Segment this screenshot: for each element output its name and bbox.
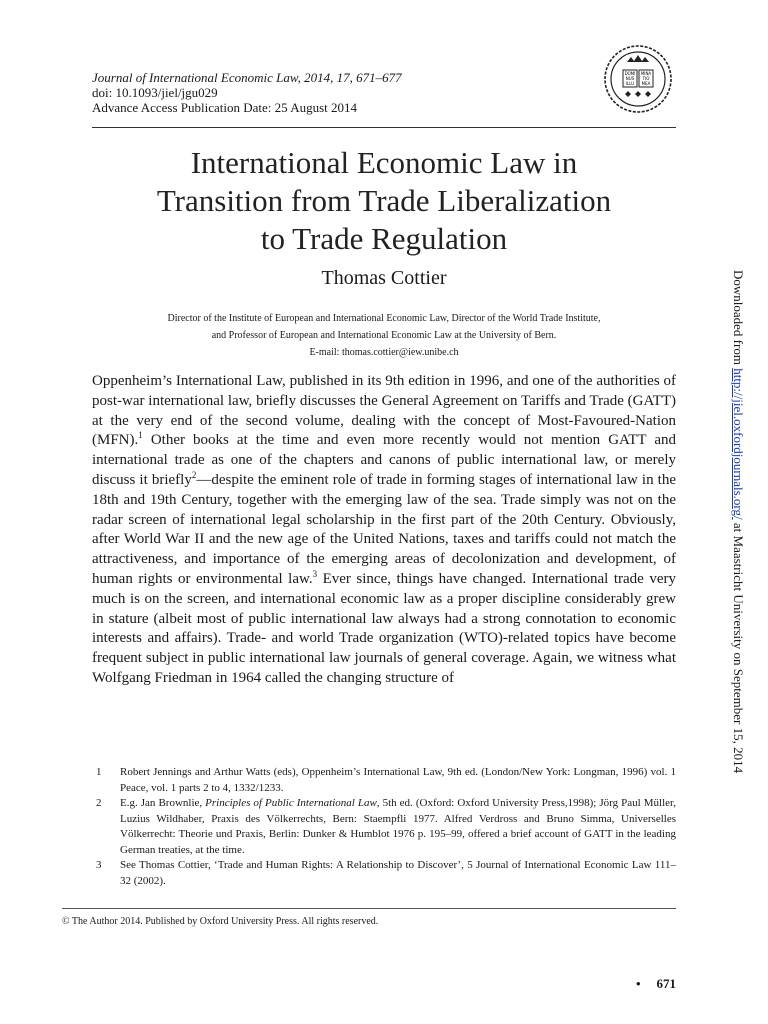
footnote-text: See Thomas Cottier, ‘Trade and Human Rights: A Relationship to Discover’, 5 Journal of International Economic Law 111–32 (2002). bbox=[120, 859, 676, 887]
seal-text-4: MINA bbox=[640, 71, 652, 76]
doi: doi: 10.1093/jiel/jgu029 bbox=[92, 85, 218, 100]
download-prefix: Downloaded from bbox=[731, 270, 746, 369]
copyright-divider bbox=[62, 908, 676, 909]
footnote-book-title: Principles of Public International Law bbox=[205, 797, 377, 809]
journal-citation: Journal of International Economic Law, 2014, 17, 671–677 bbox=[92, 70, 402, 85]
page-number bbox=[616, 976, 676, 992]
footnotes bbox=[92, 765, 676, 889]
body-text-part-3: —despite the eminent role of trade in forming stages of international law in the 18th and 19th Century, together with the emerging law of the sea. Trade simply was not on the radar screen of international legal scholarship in the first part of the 20th Century. Obviously, after World War II and the new age of the United Nations, taxes and tariffs could not match the attractiveness, and importance of the emerging areas of decolonization and development, of human rights or environmental law. bbox=[92, 471, 677, 587]
affiliation-line-1: Director of the Institute of European and International Economic Law, Director of the World Trade Institute, bbox=[167, 313, 601, 324]
footnote-text-post: , 5th ed. (Oxford: Oxford University Press,1998); Jörg Paul Müller, Luzius Wildhaber, Praxis des Völkerrechts, Bern: Staempfli 1977. Alfred Verdross and Bruno Simma, Universelles Völkerrecht: Theorie und Praxis, Berlin: Dunker & Humblot 1976 p. 195–99, offered a brief account of GATT in the leading German treaties, at the time. bbox=[120, 797, 676, 856]
body-paragraph bbox=[92, 372, 676, 689]
seal-text-1: DOMI bbox=[624, 71, 636, 76]
page-number-value: 671 bbox=[656, 976, 676, 991]
download-watermark-text bbox=[730, 270, 746, 774]
footnote bbox=[92, 858, 676, 889]
body-text-part-2: Other books at the time and even more recently would not mention GATT and international trade as one of the chapters and canons of public international law, or merely discuss it briefly bbox=[92, 432, 676, 488]
footnote-ref-1[interactable]: 1 bbox=[138, 430, 143, 441]
journal-header bbox=[92, 70, 512, 115]
affiliation-line-2: and Professor of European and International Economic Law at the University of Bern. bbox=[211, 330, 557, 341]
footnote-number: 2 bbox=[96, 797, 102, 809]
bullet-icon: • bbox=[635, 976, 641, 991]
article-title bbox=[92, 144, 676, 258]
seal-text-2: NUS bbox=[625, 76, 635, 81]
author-name: Thomas Cottier bbox=[321, 267, 447, 289]
footnote bbox=[92, 796, 676, 858]
title-line-2: Transition from Trade Liberalization bbox=[156, 183, 612, 218]
footnote-ref-3[interactable]: 3 bbox=[312, 568, 318, 579]
seal-text-3: ILLU bbox=[625, 81, 635, 86]
footnote-ref-2[interactable]: 2 bbox=[191, 469, 197, 480]
journal-link[interactable]: http://jiel.oxfordjournals.org/ bbox=[731, 368, 746, 520]
body-text-part-1: Oppenheim’s International Law, published in its 9th edition in 1996, and one of the authorities of post-war international law, briefly discusses the General Agreement on Tariffs and Trade (GATT) at the very end of the second volume, dealing with the concept of Most-Favoured-Nation (MFN). bbox=[92, 373, 676, 449]
footnote-text-pre: E.g. Jan Brownlie, bbox=[120, 797, 206, 809]
publication-date: Advance Access Publication Date: 25 August 2014 bbox=[92, 100, 358, 115]
header-divider bbox=[92, 127, 676, 128]
footnote-text bbox=[120, 796, 676, 858]
footnote-number: 3 bbox=[96, 859, 102, 871]
seal-text-5: TIO bbox=[642, 76, 650, 81]
seal-text-6: MEA bbox=[641, 81, 651, 86]
author-email: E-mail: thomas.cottier@iew.unibe.ch bbox=[309, 347, 459, 358]
footnote-text: Robert Jennings and Arthur Watts (eds), Oppenheim’s International Law, 9th ed. (London/New York: Longman, 1996) vol. 1 Peace, vol. 1 parts 2 to 4, 1332/1233. bbox=[120, 766, 676, 794]
footnote-number: 1 bbox=[96, 766, 102, 778]
author-affiliation bbox=[92, 310, 676, 361]
body-text-part-4: Ever since, things have changed. International trade very much is on the screen, and international economic law as a proper discipline considerably grew in stature (albeit most of public international law always had a strong connotation to economic interests and affairs). Trade- and world Trade organization (WTO)-related topics have become frequent subject in public international law journals of general coverage. Again, we witness what Wolfgang Friedman in 1964 called the changing structure of bbox=[92, 570, 676, 686]
download-watermark bbox=[731, 270, 756, 774]
download-suffix: at Maastricht University on September 15, 2014 bbox=[731, 519, 746, 774]
footnote bbox=[92, 765, 676, 796]
title-line-3: to Trade Regulation bbox=[260, 221, 508, 256]
oxford-seal-icon bbox=[603, 44, 673, 114]
copyright-notice: © The Author 2014. Published by Oxford University Press. All rights reserved. bbox=[62, 916, 379, 927]
title-line-1: International Economic Law in bbox=[190, 145, 578, 180]
